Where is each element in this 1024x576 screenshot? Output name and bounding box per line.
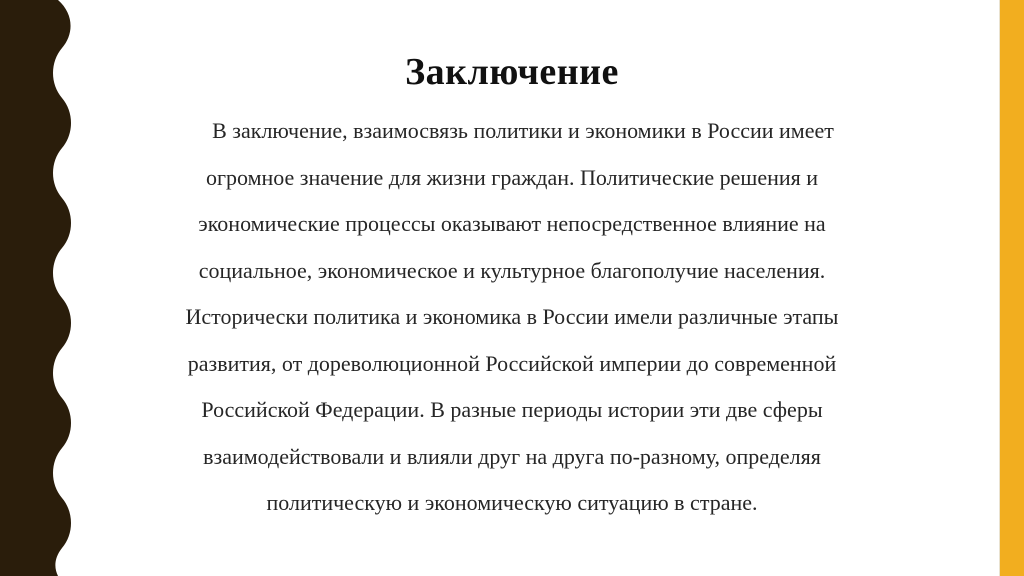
paragraph-line-2: огромное значение для жизни граждан. Политические решения и xyxy=(205,164,819,190)
paragraph-line-5: Исторически политика и экономика в России имели различные этапы xyxy=(185,304,839,329)
paragraph-line-3: экономические процессы оказывают непосредственное влияние на xyxy=(198,211,826,236)
paragraph-line-1: В заключение, взаимосвязь политики и экономики в России имеет xyxy=(190,118,834,143)
paragraph-line-7: Российской Федерации. В разные периоды истории эти две сферы xyxy=(201,397,823,422)
paragraph-line-6: развития, от дореволюционной Российской империи до современной xyxy=(187,350,837,376)
slide-title: Заключение xyxy=(405,51,619,93)
conclusion-paragraph xyxy=(112,108,912,527)
paragraph-line-8: взаимодействовали и влияли друг на друга по-разному, определяя xyxy=(203,443,821,469)
paragraph-line-9: политическую и экономическую ситуацию в стране. xyxy=(266,490,758,515)
paragraph-line-4: социальное, экономическое и культурное благополучие населения. xyxy=(198,257,826,283)
